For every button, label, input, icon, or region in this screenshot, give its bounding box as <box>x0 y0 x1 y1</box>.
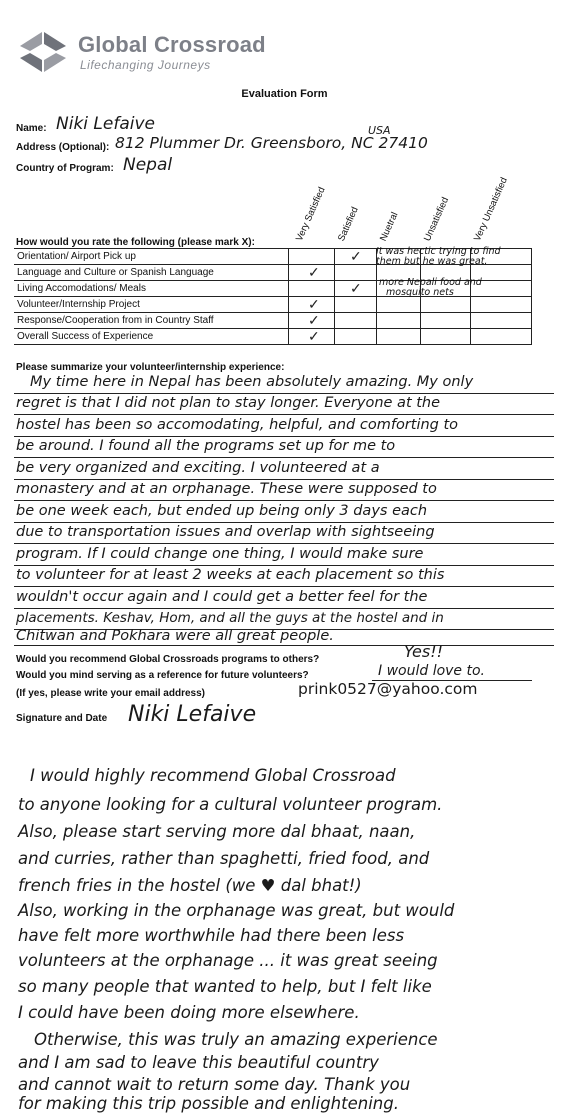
summary-line: monastery and at an orphanage. These were supposed to <box>16 481 437 497</box>
summary-line: due to transportation issues and overlap with sightseeing <box>16 524 435 540</box>
summary-line: hostel has been so accomodating, helpful, and comforting to <box>16 417 459 433</box>
comment-orientation-line-2: them but he was great. <box>376 256 488 267</box>
address-value: 812 Plummer Dr. Greensboro, NC 27410 <box>115 134 428 152</box>
column-very-unsatisfied: Very Unsatisfied <box>471 175 510 243</box>
name-label: Name: <box>16 123 47 134</box>
logo-tagline: Lifechanging Journeys <box>80 58 211 72</box>
summary-line: Chitwan and Pokhara were all great people. <box>16 628 334 644</box>
summary-line: wouldn't occur again and I could get a better feel for the <box>16 589 428 605</box>
rating-row-project <box>14 297 532 313</box>
ratings-question: How would you rate the following (please mark X): <box>16 237 255 248</box>
letter-line: volunteers at the orphanage ... it was great seeing <box>18 951 438 970</box>
check-mark: ✓ <box>350 248 362 264</box>
rating-row-staff <box>14 313 532 329</box>
summary-line: My time here in Nepal has been absolutely amazing. My only <box>30 374 474 390</box>
address-country: USA <box>368 124 391 137</box>
column-neutral: Nuetral <box>377 210 401 243</box>
column-very-satisfied: Very Satisfied <box>293 185 328 243</box>
rating-row-overall <box>14 329 532 345</box>
check-mark: ✓ <box>350 280 362 296</box>
column-satisfied: Satisfied <box>335 205 361 243</box>
email-label: (If yes, please write your email address) <box>16 688 205 699</box>
email-value: prink0527@yahoo.com <box>298 680 478 698</box>
summary-line: be around. I found all the programs set up for me to <box>16 438 396 454</box>
summary-line: program. If I could change one thing, I would make sure <box>16 546 424 562</box>
column-unsatisfied: Unsatisfied <box>421 195 452 243</box>
summary-line: be very organized and exciting. I volunteered at a <box>16 460 380 476</box>
letter-line: so many people that wanted to help, but I felt like <box>18 977 432 996</box>
comment-orientation: It was hectic trying to find <box>376 246 501 257</box>
summary-line: to volunteer for at least 2 weeks at each placement so this <box>16 567 445 583</box>
rating-row-label: Response/Cooperation from in Country Staff <box>17 315 214 326</box>
summary-line: be one week each, but ended up being only 3 days each <box>16 503 428 519</box>
check-mark: ✓ <box>308 328 320 344</box>
rating-row-label: Orientation/ Airport Pick up <box>17 251 136 262</box>
letter-line: Otherwise, this was truly an amazing experience <box>34 1030 438 1049</box>
letter-line: have felt more worthwhile had there been less <box>18 926 405 945</box>
rating-row-label: Volunteer/Internship Project <box>17 299 140 310</box>
crossroad-logo-icon <box>18 30 68 74</box>
rating-row-label: Language and Culture or Spanish Language <box>17 267 214 278</box>
reference-question: Would you mind serving as a reference for future volunteers? <box>16 670 309 681</box>
letter-line: I would highly recommend Global Crossroad <box>30 766 396 785</box>
country-value: Nepal <box>123 155 173 175</box>
letter-line: and I am sad to leave this beautiful country <box>18 1053 379 1072</box>
letter-line: I could have been doing more elsewhere. <box>18 1003 360 1022</box>
summary-line: regret is that I did not plan to stay longer. Everyone at the <box>16 395 441 411</box>
rating-row-label: Overall Success of Experience <box>17 331 154 342</box>
comment-living-line-2: mosquito nets <box>386 287 454 298</box>
recommend-question: Would you recommend Global Crossroads programs to others? <box>16 654 320 665</box>
name-value: Niki Lefaive <box>56 114 155 134</box>
letter-line: french fries in the hostel (we ♥ dal bhat!) <box>18 876 362 895</box>
letter-line: and curries, rather than spaghetti, fried food, and <box>18 849 430 868</box>
address-label: Address (Optional): <box>16 142 110 153</box>
summary-question: Please summarize your volunteer/internship experience: <box>16 362 285 373</box>
ratings-table <box>14 248 532 345</box>
country-label: Country of Program: <box>16 163 114 174</box>
letter-line: to anyone looking for a cultural volunteer program. <box>18 795 443 814</box>
letter-line: Also, working in the orphanage was great, but would <box>18 901 455 920</box>
reference-answer: I would love to. <box>378 663 486 679</box>
letter-line: Also, please start serving more dal bhaat, naan, <box>18 822 416 841</box>
rating-row-label: Living Accomodations/ Meals <box>17 283 146 294</box>
check-mark: ✓ <box>308 312 320 328</box>
comment-living: more Nepali food and <box>379 277 482 288</box>
signature-label: Signature and Date <box>16 713 108 724</box>
check-mark: ✓ <box>308 264 320 280</box>
recommend-answer: Yes!! <box>404 642 444 661</box>
logo <box>18 28 268 78</box>
check-mark: ✓ <box>308 296 320 312</box>
form-title: Evaluation Form <box>241 88 328 100</box>
letter-line: for making this trip possible and enlightening. <box>18 1094 399 1113</box>
logo-title: Global Crossroad <box>78 32 266 57</box>
signature-value: Niki Lefaive <box>128 702 257 727</box>
letter-line: and cannot wait to return some day. Thank you <box>18 1075 411 1094</box>
summary-line: placements. Keshav, Hom, and all the guys at the hostel and in <box>16 610 444 626</box>
